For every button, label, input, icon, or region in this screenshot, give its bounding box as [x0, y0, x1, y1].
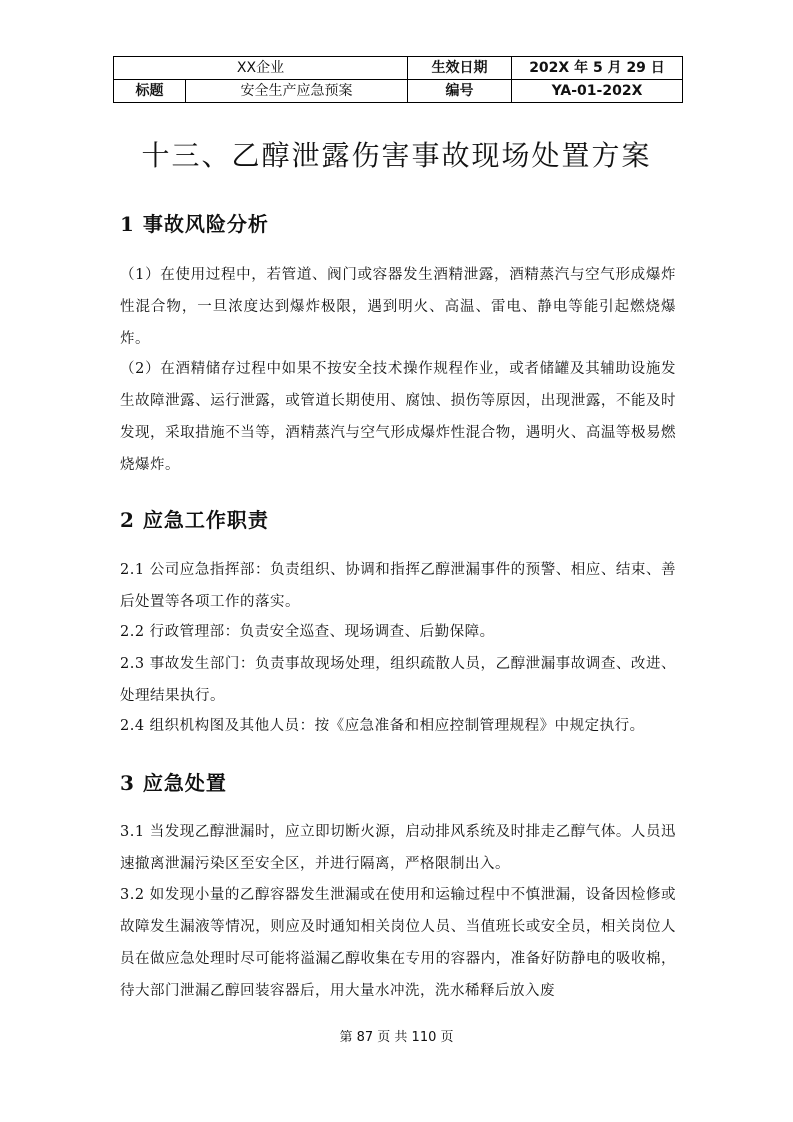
header-row-1: [114, 57, 683, 80]
header-table: [113, 56, 683, 103]
effective-date-label: 生效日期: [408, 57, 512, 80]
header-row-2: [114, 80, 683, 103]
page-footer: 第 87 页 共 110 页: [339, 1030, 454, 1045]
company-cell: XX企业: [114, 57, 408, 80]
number-value: YA-01-202X: [512, 80, 683, 103]
paragraph-2-4: 2.4 组织机构图及其他人员：按《应急准备和相应控制管理规程》中规定执行。: [120, 718, 645, 734]
paragraph-1-2: （2）在酒精储存过程中如果不按安全技术操作规程作业，或者储罐及其辅助设施发生故障泄露、运行泄露，或管道长期使用、腐蚀、损伤等原因，出现泄露，不能及时发现，采取措施不当等，酒精蒸汽与空气形成爆炸性混合物，遇明火、高温等极易燃烧爆炸。: [120, 361, 676, 473]
section-heading-2: 2 应急工作职责: [120, 508, 269, 532]
section-heading-3: 3 应急处置: [120, 771, 227, 795]
paragraph-2-2: 2.2 行政管理部：负责安全巡查、现场调查、后勤保障。: [120, 624, 495, 640]
section-heading-1: 1 事故风险分析: [120, 212, 269, 236]
title-label: 标题: [114, 80, 186, 103]
paragraph-1-1: （1）在使用过程中，若管道、阀门或容器发生酒精泄露，酒精蒸汽与空气形成爆炸性混合物，一旦浓度达到爆炸极限，遇到明火、高温、雷电、静电等能引起燃烧爆炸。: [120, 267, 676, 347]
title-value: 安全生产应急预案: [186, 80, 408, 103]
paragraph-3-2: 3.2 如发现小量的乙醇容器发生泄漏或在使用和运输过程中不慎泄漏，设备因检修或故障发生漏液等情况，则应及时通知相关岗位人员、当值班长或安全员，相关岗位人员在做应急处理时尽可能将溢漏乙醇收集在专用的容器内，准备好防静电的吸收棉，待大部门泄漏乙醇回装容器后，用大量水冲洗，洗水稀释后放入废: [120, 887, 676, 999]
paragraph-2-3: 2.3 事故发生部门：负责事故现场处理，组织疏散人员，乙醇泄漏事故调查、改进、处理结果执行。: [120, 656, 676, 704]
document-title: 十三、乙醇泄露伤害事故现场处置方案: [141, 139, 652, 172]
effective-date-value: 202X 年 5 月 29 日: [512, 57, 683, 80]
paragraph-3-1: 3.1 当发现乙醇泄漏时，应立即切断火源，启动排风系统及时排走乙醇气体。人员迅速撤离泄漏污染区至安全区，并进行隔离，严格限制出入。: [120, 824, 676, 872]
paragraph-2-1: 2.1 公司应急指挥部：负责组织、协调和指挥乙醇泄漏事件的预警、相应、结束、善后处置等各项工作的落实。: [120, 562, 676, 610]
number-label: 编号: [408, 80, 512, 103]
